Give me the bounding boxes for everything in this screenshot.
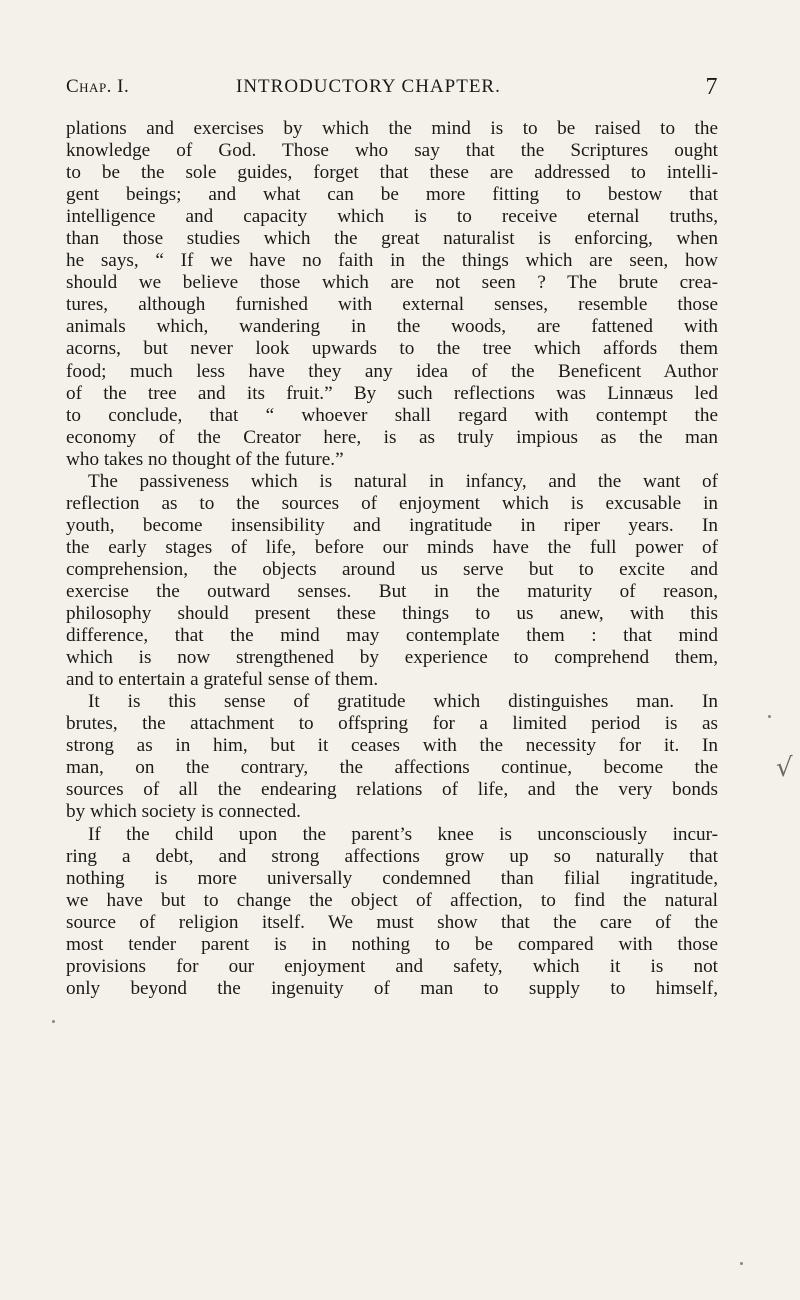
text-line: nothing is more universally condemned than filial ingratitude, — [66, 867, 718, 889]
chapter-title: INTRODUCTORY CHAPTER. — [236, 76, 501, 97]
running-head — [66, 76, 718, 108]
text-line: of the tree and its fruit.” By such reflections was Linnæus led — [66, 382, 718, 404]
text-line: to conclude, that “ whoever shall regard with contempt the — [66, 404, 718, 426]
text-line: man, on the contrary, the affections continue, become the — [66, 757, 718, 779]
chapter-label: Chap. I. — [66, 76, 130, 97]
text-line: only beyond the ingenuity of man to supply to himself, — [66, 977, 718, 999]
text-line: animals which, wandering in the woods, are fattened with — [66, 316, 718, 338]
text-line: sources of all the endearing relations of life, and the very bonds — [66, 779, 718, 801]
text-line: most tender parent is in nothing to be compared with those — [66, 933, 718, 955]
text-line: intelligence and capacity which is to receive eternal truths, — [66, 206, 718, 228]
text-line: brutes, the attachment to offspring for a limited period is as — [66, 713, 718, 735]
text-line: economy of the Creator here, is as truly impious as the man — [66, 426, 718, 448]
ink-speck — [768, 715, 771, 718]
page-number: 7 — [705, 74, 718, 100]
text-line: gent beings; and what can be more fitting to bestow that — [66, 184, 718, 206]
text-line: should we believe those which are not seen ? The brute crea- — [66, 272, 718, 294]
text-line: which is now strengthened by experience to comprehend them, — [66, 647, 718, 669]
ink-speck — [52, 1020, 55, 1023]
text-line: the early stages of life, before our minds have the full power of — [66, 536, 718, 558]
text-line: source of religion itself. We must show that the care of the — [66, 911, 718, 933]
text-line: The passiveness which is natural in infancy, and the want of — [88, 470, 718, 492]
text-line: and to entertain a grateful sense of them. — [66, 669, 379, 691]
margin-check-mark: √ — [776, 753, 793, 783]
text-line: exercise the outward senses. But in the maturity of reason, — [66, 580, 718, 602]
text-line: strong as in him, but it ceases with the necessity for it. In — [66, 735, 718, 757]
ink-speck — [740, 1262, 743, 1265]
text-line: difference, that the mind may contemplate them : that mind — [66, 625, 718, 647]
text-line: ring a debt, and strong affections grow up so naturally that — [66, 845, 718, 867]
text-line: we have but to change the object of affection, to find the natural — [66, 889, 718, 911]
text-line: he says, “ If we have no faith in the things which are seen, how — [66, 250, 718, 272]
text-line: knowledge of God. Those who say that the Scriptures ought — [66, 140, 718, 162]
text-line: than those studies which the great naturalist is enforcing, when — [66, 228, 718, 250]
text-line: food; much less have they any idea of the Beneficent Author — [66, 360, 718, 382]
text-line: to be the sole guides, forget that these are addressed to intelli- — [66, 162, 718, 184]
text-line: who takes no thought of the future.” — [66, 448, 344, 470]
text-line: youth, become insensibility and ingratitude in riper years. In — [66, 514, 718, 536]
text-line: It is this sense of gratitude which distinguishes man. In — [88, 691, 718, 713]
body-text — [66, 118, 718, 1000]
text-line: If the child upon the parent’s knee is unconsciously incur- — [88, 823, 718, 845]
text-line: reflection as to the sources of enjoyment which is excusable in — [66, 492, 718, 514]
text-line: comprehension, the objects around us serve but to excite and — [66, 558, 718, 580]
text-line: acorns, but never look upwards to the tree which affords them — [66, 338, 718, 360]
text-line: tures, although furnished with external senses, resemble those — [66, 294, 718, 316]
text-line: plations and exercises by which the mind is to be raised to the — [66, 118, 718, 139]
text-line: by which society is connected. — [66, 801, 301, 823]
text-line: provisions for our enjoyment and safety, which it is not — [66, 955, 718, 977]
text-line: philosophy should present these things to us anew, with this — [66, 603, 718, 625]
